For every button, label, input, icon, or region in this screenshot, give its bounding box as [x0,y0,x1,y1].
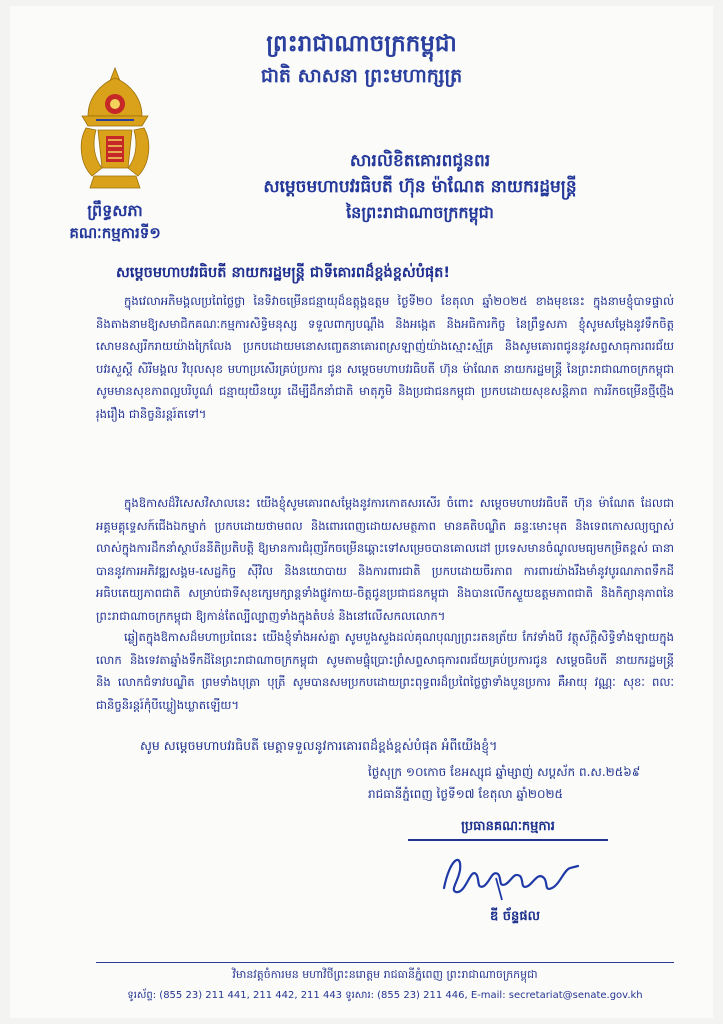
letter-recipient-country: នៃព្រះរាជាណាចក្រកម្ពុជា [346,203,494,222]
senate-emblem-icon [72,64,158,194]
footer-divider [96,962,674,963]
body-paragraph-3: ឆ្លៀតក្នុងឱកាសដ៏មហាប្រពៃនេះ យើងខ្ញុំទាំងអស់គ្នា សូមបួងសួងដល់គុណបុណ្យព្រះរតនត្រ័យ កែវទាំងបី វត្ថុស័ក្តិសិទ្ធិទាំងឡាយក្នុងលោក និងទេវតាឆ្នាំងទឹកដីនៃព្រះរាជាណាចក្រកម្ពុជា សូមតាមផ្ទុំប្រោះព្រំសព្ទសាធុការពរជ័យគ្រប់ប្រការជូន សម្តេចធិបតី នាយករដ្ឋមន្ត្រី និង លោកជំទាវបណ្ឌិត ព្រមទាំងបុត្រា បុត្រី សូមបានសមប្រកបដោយព្រះពុទ្ធពរដ៏ប្រពៃថ្លៃថ្លាទាំងបួនប្រការ គឺអាយុ វណ្ណៈ សុខៈ ពលៈ ជានិច្ចនិរន្តរ៍កុំបីឃ្លៀងឃ្លាតឡើយ។ [96,630,674,712]
handwritten-signature-icon [436,848,586,902]
body-paragraph-1: ក្នុងវេលាអភិមង្គលប្រពៃថ្លៃថ្លា នៃទិវាចម្រើនជន្មាយុដ៏ឧត្តុង្គឧត្តម ថ្ងៃទី២០ ខែតុលា ឆ្នាំ២០២៥ ខាងមុខនេះ ក្នុងនាមខ្ញុំបាទផ្ទាល់ និងតាងនាមឱ្យសមាជិកគណៈកម្មការសិទ្ធិមនុស្ស ទទួលពាក្យបណ្តឹង និងអង្កេត និងអធិការកិច្ច នៃព្រឹទ្ធសភា ខ្ញុំសូមសម្តែងនូវទឹកចិត្តសោមនស្សរីករាយយ៉ាងក្រៃលែង ប្រកបដោយមនោសញ្ចេតនាគោរពស្រឡាញ់យ៉ាងស្មោះស្ម័គ្រ និងសូមគោរពជូននូវសព្ទសាធុការពរជ័យ បវរសួស្តី សិរីមង្គល វិបុលសុខ មហាប្រសើរគ្រប់ប្រការ ជូន សម្តេចមហាបវរធិបតី ហ៊ុន ម៉ាណែត នាយករដ្ឋមន្ត្រី នៃព្រះរាជាណាចក្រកម្ពុជា សូមមានសុខភាពល្អបរិបូណ៌ ជន្មាយុយឺនយូរ ដើម្បីដឹកនាំជាតិ មាតុភូមិ និងប្រជាជនកម្ពុជា ប្រកបដោយសុខសន្តិភាព ការរីកចម្រើនថ្មីថ្មើង រុងរឿង ជានិច្ចនិរន្តរ៍តទៅ។ [96,294,674,421]
salutation: សម្តេចមហាបវរធិបតី នាយករដ្ឋមន្ត្រី ជាទីគោរពដ៏ខ្ពង់ខ្ពស់បំផុត! [116,265,450,281]
kingdom-name: ព្រះរាជាណាចក្រកម្ពុជា [266,30,457,57]
footer-address: វិមានវត្តចំការមន មហាវិថីព្រះនរោត្តម រាជធានីភ្នំពេញ ព្រះរាជាណាចក្រកម្ពុជា [232,968,538,981]
national-motto: ជាតិ សាសនា ព្រះមហាក្សត្រ [260,65,463,87]
letter-recipient: សម្តេចមហាបវរធិបតី ហ៊ុន ម៉ាណែត នាយករដ្ឋមន្ត្រី [263,177,577,197]
signatory-title: ប្រធានគណៈកម្មការ [408,818,608,841]
solar-date: រាជធានីភ្នំពេញ ថ្ងៃទី១៧ ខែតុលា ឆ្នាំ២០២៥ [368,787,564,801]
body-paragraph-2: ក្នុងឱកាសដ៏វិសេសវិសាលនេះ យើងខ្ញុំសូមគោរពសម្តែងនូវការកោតសរសើរ ចំពោះ សម្តេចមហាបវរធិបតី ហ៊ុន ម៉ាណែត ដែលជាអគ្គមគ្គុទ្ទេសក៍ជើងឯកម្នាក់ ប្រកបដោយថាមពល និងពោរពេញដោយសមត្ថភាព មានគតិបណ្ឌិត ឆន្ទៈមោះមុត និងទេពកោសល្យច្បាស់លាស់ក្នុងការដឹកនាំស្ថាប័ននីតិប្រតិបត្តិ ឱ្យមានការជំរុញរីកចម្រើនឆ្ពោះទៅសម្រេចបានគោលដៅ ប្រទេសមានចំណូលមធ្យមកម្រិតខ្ពស់ ធានាបាននូវការអភិវឌ្ឍសង្គម-សេដ្ឋកិច្ច ស៊ីវិល និងនយោបាយ និងការពារជាតិ ប្រកបដោយចីរភាព ការពារយ៉ាងរឹងមាំនូវបូរណភាពទឹកដី អធិបតេយ្យភាពជាតិ សម្រាប់ជាទីសុខក្សេមក្សាន្តទាំងផ្លូវកាយ-ចិត្តជូនប្រជាជនកម្ពុជា និងបានលើកស្ទួយឧត្តមភាពជាតិ និងកិត្យានុភាពនៃព្រះរាជាណាចក្រកម្ពុជា ឱ្យកាន់តែល្បីល្បាញទាំងក្នុងតំបន់ និងនៅលើសកលលោក។ [96,496,674,623]
committee-name: គណៈកម្មការទី១ [69,224,161,242]
lunar-date: ថ្ងៃសុក្រ ១០កោច ខែអស្សុជ ឆ្នាំម្សាញ់ សប្តស័ក ព.ស.២៥៦៩ [368,765,641,779]
letter-title: សារលិខិតគោរពជូនពរ [349,151,491,171]
signatory-name: ឌី ច័ន្ទផល [490,909,540,924]
closing-line: សូម សម្តេចមហាបវរធិបតី មេត្តាទទួលនូវការគោរពដ៏ខ្ពង់ខ្ពស់បំផុត អំពីយើងខ្ញុំ។ [140,738,498,753]
footer-contact: ទូរស័ព្ទ: (855 23) 211 441, 211 442, 211 443 ទូរសារ: (855 23) 211 446, E-mail: secretariat@senate.gov.kh [127,990,643,1001]
institution-name: ព្រឹទ្ធសភា [87,201,143,220]
